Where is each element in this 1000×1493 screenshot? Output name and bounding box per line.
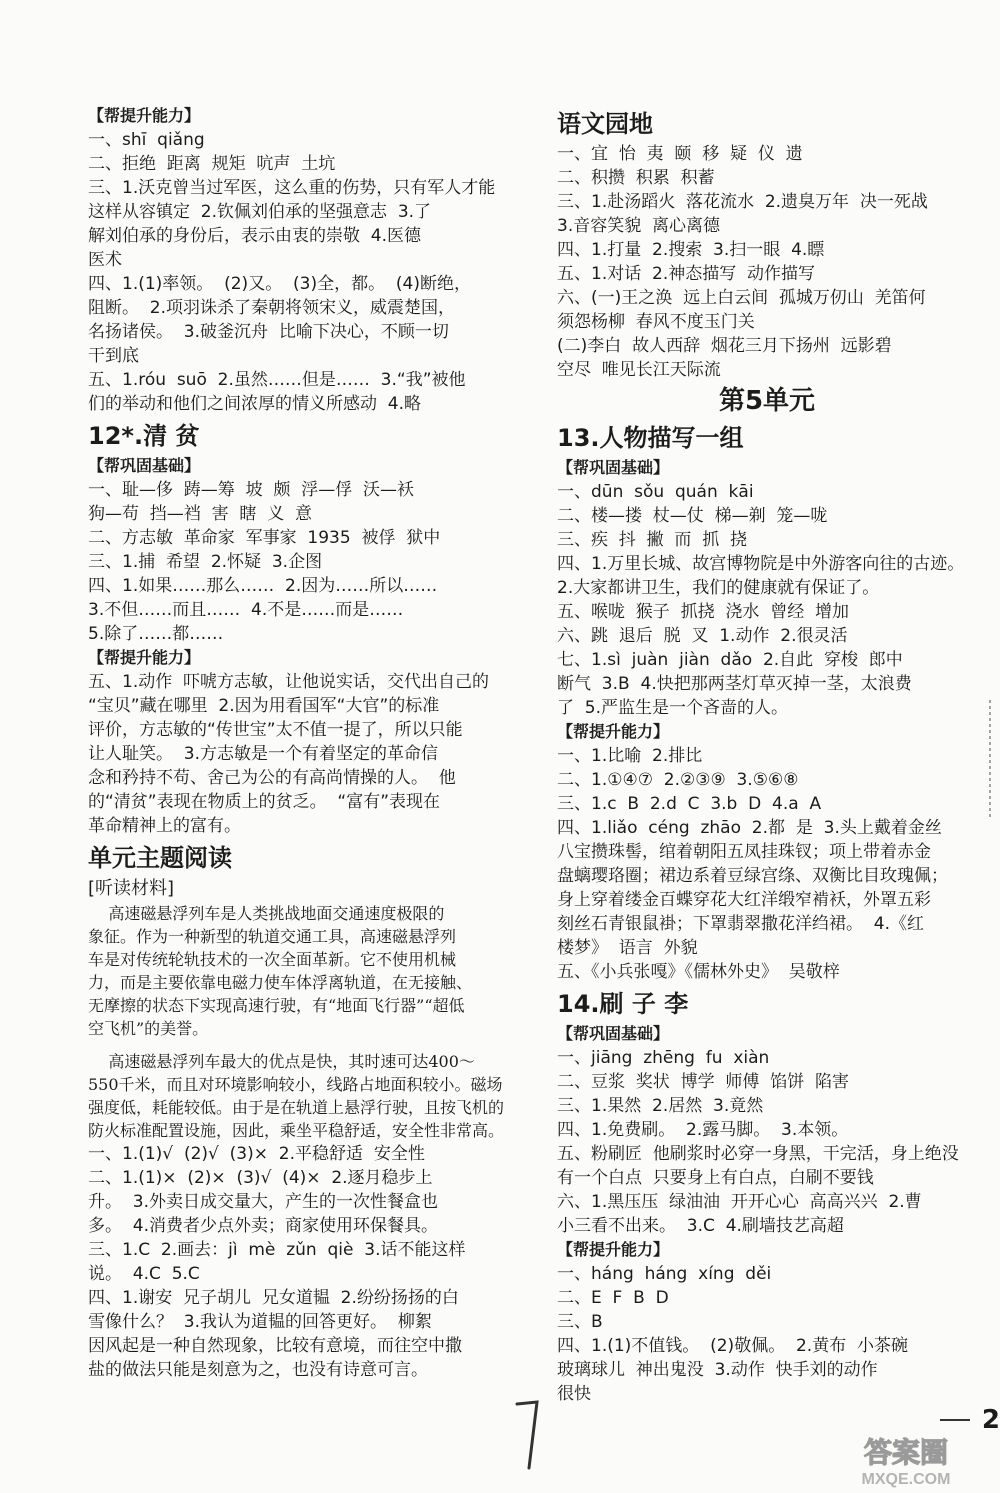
subsection-label: 【帮提升能力】 xyxy=(88,106,201,125)
text-line: 因风起是一种自然现象，比较有意境，而往空中撒 xyxy=(88,1336,462,1356)
subsection-label: 【帮提升能力】 xyxy=(557,1240,670,1259)
text-line: 七、1.sì juàn jiàn dǎo 2.自此 穿梭 郎中 xyxy=(557,650,903,670)
text-line: [听读材料] xyxy=(88,878,175,899)
svg-text:答案圈: 答案圈 xyxy=(863,1437,949,1468)
text-line: 五、1.对话 2.神态描写 动作描写 xyxy=(557,264,816,284)
text-line: 一、dūn sǒu quán kāi xyxy=(557,482,754,502)
text-line: 革命精神上的富有。 xyxy=(88,816,241,836)
text-line: 了 5.严监生是一个吝啬的人。 xyxy=(557,698,789,718)
text-line: 一、háng háng xíng děi xyxy=(557,1264,772,1284)
text-line: 三、1.赴汤蹈火 落花流水 2.遗臭万年 决一死战 xyxy=(557,192,928,212)
text-line: 四、1.谢安 兄子胡儿 兄女道韫 2.纷纷扬扬的白 xyxy=(88,1288,459,1308)
text-line: 四、1.万里长城、故宫博物院是中外游客向往的古迹。 xyxy=(557,554,965,574)
text-line: 三、1.C 2.画去：jì mè zǔn qiè 3.话不能这样 xyxy=(88,1240,466,1260)
text-line: 3.不但……而且…… 4.不是……而是…… xyxy=(88,600,404,620)
text-line: 四、1.免费刷。 2.露马脚。 3.本领。 xyxy=(557,1120,849,1140)
text-line: 三、疾 抖 撇 而 抓 挠 xyxy=(557,530,748,550)
text-line: 五、《小兵张嘎》《儒林外史》 吴敬梓 xyxy=(557,962,840,982)
text-line: 评价，方志敏的“传世宝”太不值一提了，所以只能 xyxy=(88,720,463,740)
text-line: 的“清贫”表现在物质上的贫乏。 “富有”表现在 xyxy=(88,792,441,812)
text-line: 三、1.捕 希望 2.怀疑 3.企图 xyxy=(88,552,323,572)
text-line: 高速磁悬浮列车是人类挑战地面交通速度极限的 xyxy=(88,904,445,923)
text-line: 三、1.沃克曾当过军医，这么重的伤势，只有军人才能 xyxy=(88,178,496,198)
text-line: 空飞机”的美誉。 xyxy=(88,1019,209,1038)
page-number-dash xyxy=(940,1419,970,1421)
text-line: 二、方志敏 革命家 军事家 1935 被俘 狱中 xyxy=(88,528,441,548)
text-line: 四、1.如果……那么…… 2.因为……所以…… xyxy=(88,576,438,596)
text-line: 车是对传统轮轨技术的一次全面革新。它不使用机械 xyxy=(88,950,457,969)
section-heading: 单元主题阅读 xyxy=(88,844,232,872)
text-line: 一、jiāng zhēng fu xiàn xyxy=(557,1048,770,1068)
text-line: 强度低，耗能较低。由于是在轨道上悬浮行驶，且按飞机的 xyxy=(88,1098,505,1117)
section-heading: 第5单元 xyxy=(718,386,816,416)
text-line: 刻丝石青银鼠褂；下罩翡翠撒花洋绉裙。 4.《红 xyxy=(557,914,925,934)
text-line: 防火标准配置设施，因此，乘坐平稳舒适，安全性非常高。 xyxy=(88,1121,505,1140)
subsection-label: 【帮提升能力】 xyxy=(88,648,201,667)
text-line: 二、拒绝 距离 规矩 吭声 土坑 xyxy=(88,154,336,174)
text-line: 玻璃球儿 神出鬼没 3.动作 快手刘的动作 xyxy=(557,1360,878,1380)
text-line: 阻断。 2.项羽诛杀了秦朝将领宋义，威震楚国， xyxy=(88,298,456,318)
handwritten-mark xyxy=(515,1398,541,1470)
text-line: 身上穿着缕金百蝶穿花大红洋缎窄褃袄，外罩五彩 xyxy=(557,890,931,910)
text-line: 须怨杨柳 春风不度玉门关 xyxy=(557,312,755,332)
section-heading: 13.人物描写一组 xyxy=(557,424,744,452)
page-edge-mark xyxy=(985,700,995,820)
text-line: 三、1.c B 2.d C 3.b D 4.a A xyxy=(557,794,822,814)
text-line: 医术 xyxy=(88,250,122,270)
text-line: 一、耻—侈 踌—筹 坡 颇 浮—俘 沃—袄 xyxy=(88,480,415,500)
text-line: 四、1.(1)不值钱。 (2)敬佩。 2.黄布 小茶碗 xyxy=(557,1336,909,1356)
text-line: 一、宜 怡 夷 颐 移 疑 仪 遗 xyxy=(557,144,803,164)
text-line: 六、跳 退后 脱 叉 1.动作 2.很灵活 xyxy=(557,626,848,646)
text-line: 无摩擦的状态下实现高速行驶，有“地面飞行器”“超低 xyxy=(88,996,465,1015)
text-line: 念和矜持不苟、舍己为公的有高尚情操的人。 他 xyxy=(88,768,456,788)
text-line: 让人耻笑。 3.方志敏是一个有着坚定的革命信 xyxy=(88,744,439,764)
text-line: 空尽 唯见长江天际流 xyxy=(557,360,721,380)
subsection-label: 【帮巩固基础】 xyxy=(88,456,201,475)
text-line: 一、shī qiǎng xyxy=(88,130,205,150)
text-line: 说。 4.C 5.C xyxy=(88,1264,200,1284)
text-line: 四、1.(1)率领。 (2)又。 (3)全，都。 (4)断绝， xyxy=(88,274,471,294)
section-heading: 12*.清 贫 xyxy=(88,422,200,450)
text-line: 高速磁悬浮列车最大的优点是快，其时速可达400～ xyxy=(88,1052,475,1071)
text-line: 六、(一)王之涣 远上白云间 孤城万仞山 羌笛何 xyxy=(557,288,926,308)
text-line: 二、楼—搂 杖—仗 梯—剃 笼—咙 xyxy=(557,506,828,526)
text-line: 六、1.黑压压 绿油油 开开心心 高高兴兴 2.曹 xyxy=(557,1192,922,1212)
svg-text:MXQE.COM: MXQE.COM xyxy=(861,1471,951,1488)
text-line: 狗—苟 挡—裆 害 瞎 义 意 xyxy=(88,504,313,524)
text-line: 五、1.动作 吓唬方志敏，让他说实话，交代出自己的 xyxy=(88,672,490,692)
text-line: 力，而是主要依靠电磁力使车体浮离轨道，在无接触、 xyxy=(88,973,473,992)
subsection-label: 【帮巩固基础】 xyxy=(557,1024,670,1043)
text-line: 550千米，而且对环境影响较小，线路占地面积较小。磁场 xyxy=(88,1075,503,1094)
text-line: 们的举动和他们之间浓厚的情义所感动 4.略 xyxy=(88,394,422,414)
text-line: 盐的做法只能是刻意为之，也没有诗意可言。 xyxy=(88,1360,428,1380)
page-number: 2 xyxy=(981,1405,1000,1435)
text-line: 多。 4.消费者少点外卖；商家使用环保餐具。 xyxy=(88,1216,439,1236)
text-line: 五、喉咙 猴子 抓挠 浇水 曾经 增加 xyxy=(557,602,850,622)
text-line: 象征。作为一种新型的轨道交通工具，高速磁悬浮列 xyxy=(88,927,457,946)
text-line: 四、1.liǎo céng zhāo 2.都 是 3.头上戴着金丝 xyxy=(557,818,942,838)
text-line: 很快 xyxy=(557,1384,591,1404)
text-line: 解刘伯承的身份后，表示由衷的崇敬 4.医德 xyxy=(88,226,422,246)
text-line: 一、1.比喻 2.排比 xyxy=(557,746,703,766)
paragraph-gap xyxy=(88,1040,524,1050)
text-line: 八宝攒珠髻，绾着朝阳五凤挂珠钗；项上带着赤金 xyxy=(557,842,931,862)
text-line: 雪像什么？ 3.我认为道韫的回答更好。 柳絮 xyxy=(88,1312,432,1332)
text-line: 五、1.róu suō 2.虽然……但是…… 3.“我”被他 xyxy=(88,370,466,390)
text-line: 名扬诸侯。 3.破釜沉舟 比喻下决心，不顾一切 xyxy=(88,322,449,342)
text-line: 二、1.①④⑦ 2.②③⑨ 3.⑤⑥⑧ xyxy=(557,770,799,790)
text-line: 楼梦》 语言 外貌 xyxy=(557,938,698,958)
text-line: 一、1.(1)√ (2)√ (3)× 2.平稳舒适 安全性 xyxy=(88,1144,425,1164)
text-line: 小三看不出来。 3.C 4.刷墙技艺高超 xyxy=(557,1216,844,1236)
text-line: “宝贝”藏在哪里 2.因为用看国军“大官”的标准 xyxy=(88,696,440,716)
text-line: 三、1.果然 2.居然 3.竟然 xyxy=(557,1096,764,1116)
text-line: 二、E F B D xyxy=(557,1288,669,1308)
text-line: 盘螭璎珞圈；裙边系着豆绿宫绦、双衡比目玫瑰佩； xyxy=(557,866,948,886)
subsection-label: 【帮巩固基础】 xyxy=(557,458,670,477)
text-line: 3.音容笑貌 离心离德 xyxy=(557,216,721,236)
left-column xyxy=(88,104,524,1382)
text-line: (二)李白 故人西辞 烟花三月下扬州 远影碧 xyxy=(557,336,892,356)
text-line: 这样从容镇定 2.钦佩刘伯承的坚强意志 3.了 xyxy=(88,202,432,222)
text-line: 5.除了……都…… xyxy=(88,624,224,644)
subsection-label: 【帮提升能力】 xyxy=(557,722,670,741)
text-line: 2.大家都讲卫生，我们的健康就有保证了。 xyxy=(557,578,880,598)
text-line: 四、1.打量 2.搜索 3.扫一眼 4.瞟 xyxy=(557,240,825,260)
text-line: 有一个白点 只要身上有白点，白刷不要钱 xyxy=(557,1168,874,1188)
right-column xyxy=(557,104,977,1406)
section-heading: 语文园地 xyxy=(557,110,653,138)
watermark-logo xyxy=(818,1430,993,1490)
text-line: 三、B xyxy=(557,1312,603,1332)
text-line: 五、粉刷匠 他刷浆时必穿一身黑，干完活，身上绝没 xyxy=(557,1144,959,1164)
text-line: 二、积攒 积累 积蓄 xyxy=(557,168,715,188)
text-line: 二、豆浆 奖状 博学 师傅 馅饼 陷害 xyxy=(557,1072,850,1092)
section-heading: 14.刷 子 李 xyxy=(557,990,689,1018)
text-line: 干到底 xyxy=(88,346,139,366)
text-line: 断气 3.B 4.快把那两茎灯草灭掉一茎，太浪费 xyxy=(557,674,912,694)
text-line: 升。 3.外卖日成交量大，产生的一次性餐盒也 xyxy=(88,1192,439,1212)
text-line: 二、1.(1)× (2)× (3)√ (4)× 2.逐月稳步上 xyxy=(88,1168,433,1188)
